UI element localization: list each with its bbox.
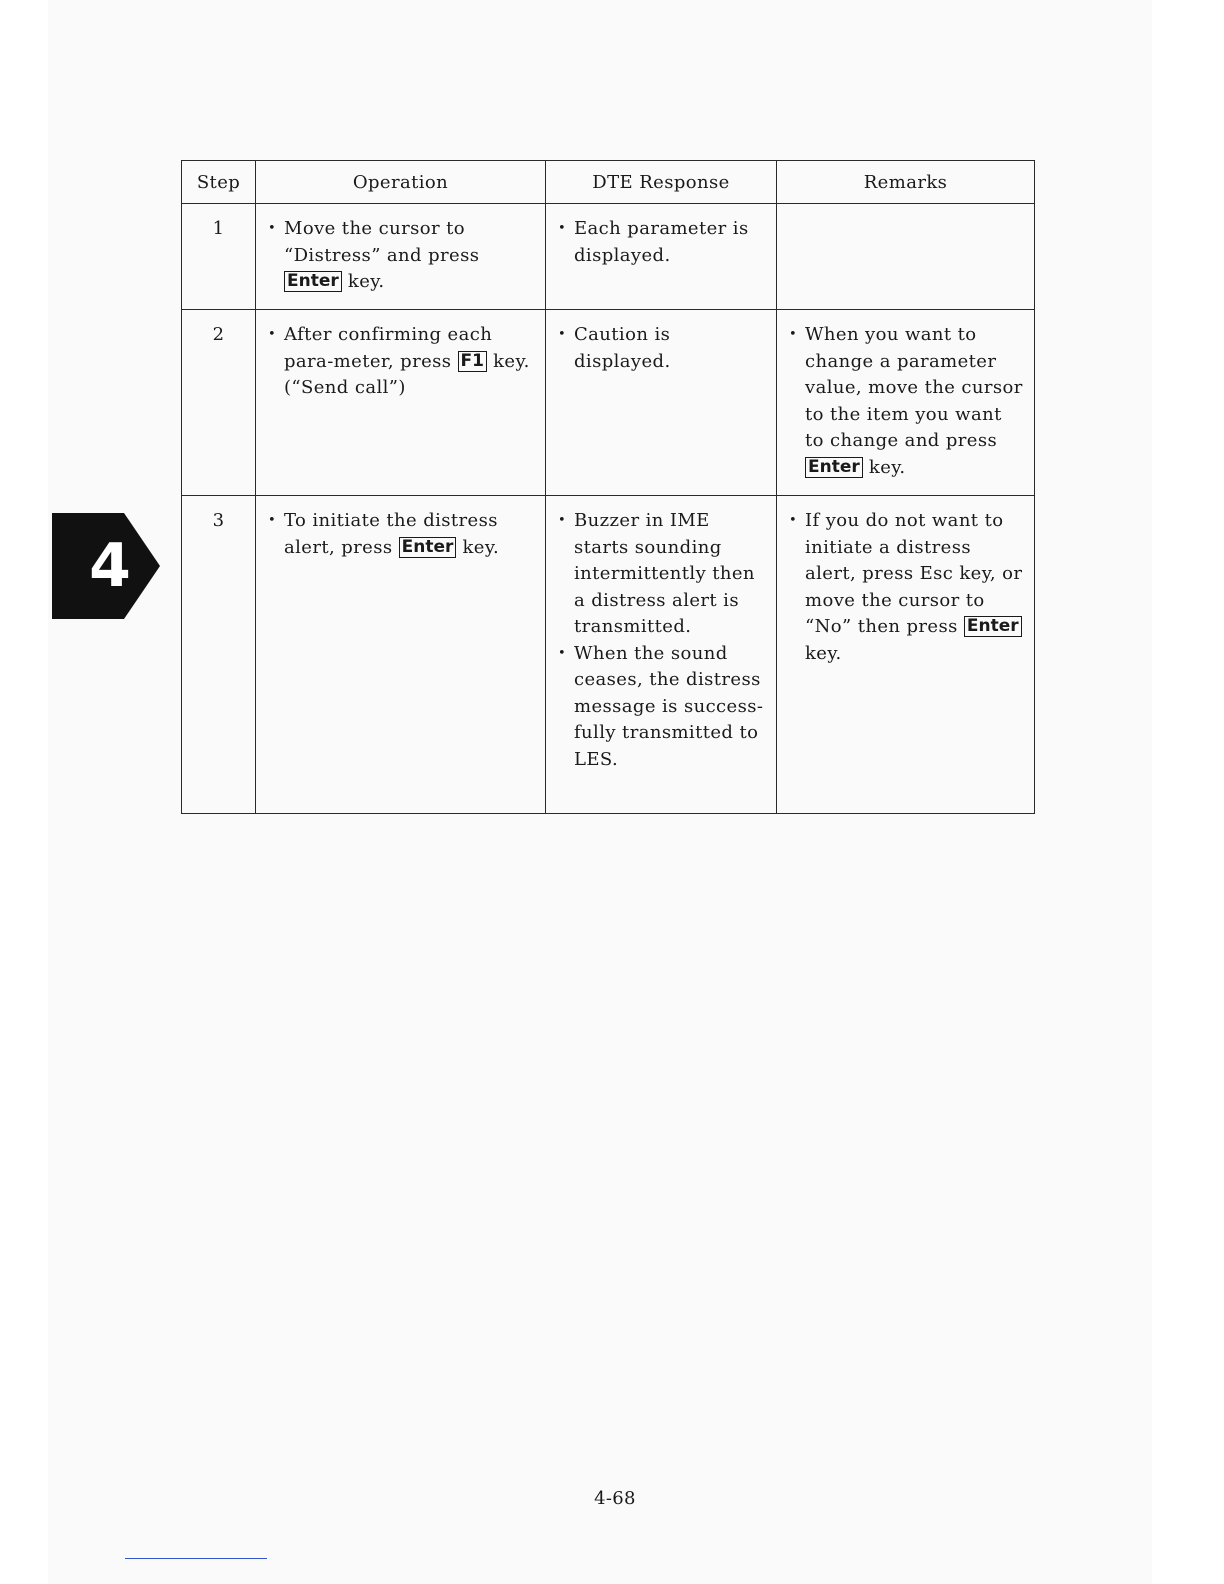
operation-cell (256, 310, 546, 496)
response-cell (546, 310, 777, 496)
operation-text: After confirming each para-meter, press (284, 324, 493, 372)
step-number: 2 (182, 310, 256, 496)
remarks-cell (777, 204, 1035, 310)
response-item: • Each parameter is displayed. (558, 216, 766, 269)
remarks-text: key. (868, 456, 906, 478)
response-item: • Buzzer in IME starts sounding intermittently then a distress alert is transmitted. (558, 508, 766, 641)
operation-text: To initiate the distress alert, press (284, 510, 498, 558)
enter-key-label: Enter (964, 616, 1022, 637)
remarks-cell (777, 496, 1035, 814)
table-row (182, 496, 1035, 814)
operation-item (268, 508, 535, 561)
operation-text: key. (“Send call”) (284, 350, 530, 398)
header-remarks: Remarks (777, 161, 1035, 204)
remarks-text: key. (805, 642, 842, 664)
table-row (182, 310, 1035, 496)
header-step: Step (182, 161, 256, 204)
response-item: • When the sound ceases, the distress message is success- fully transmitted to LES. (558, 641, 766, 774)
remarks-text: If you do not want to initiate a distress alert, press Esc key, or move the cursor to “No” then press (805, 510, 1023, 637)
operation-cell (256, 496, 546, 814)
enter-key-label: Enter (399, 537, 457, 558)
chapter-tab (52, 513, 160, 619)
step-number: 3 (182, 496, 256, 814)
header-operation: Operation (256, 161, 546, 204)
remarks-item (789, 508, 1024, 667)
remarks-cell (777, 310, 1035, 496)
remarks-item (789, 322, 1024, 481)
header-dte-response: DTE Response (546, 161, 777, 204)
page-number: 4-68 (594, 1488, 636, 1509)
table-row (182, 204, 1035, 310)
operation-text: Move the cursor to “Distress” and press (284, 218, 480, 266)
response-item: • Caution is displayed. (558, 322, 766, 375)
chapter-number: 4 (89, 531, 131, 601)
operation-item (268, 322, 535, 402)
operation-item (268, 216, 535, 296)
procedure-table (181, 160, 1035, 814)
table-header-row (182, 161, 1035, 204)
scan-artifact-line (125, 1558, 267, 1559)
step-number: 1 (182, 204, 256, 310)
operation-cell (256, 204, 546, 310)
enter-key-label: Enter (284, 271, 342, 292)
enter-key-label: Enter (805, 457, 863, 478)
operation-text: key. (462, 536, 500, 558)
remarks-text: When you want to change a parameter value, move the cursor to the item you want to change and press (805, 324, 1023, 451)
operation-text: key. (347, 271, 385, 292)
f1-key-label: F1 (458, 351, 487, 372)
response-cell (546, 204, 777, 310)
response-cell (546, 496, 777, 814)
